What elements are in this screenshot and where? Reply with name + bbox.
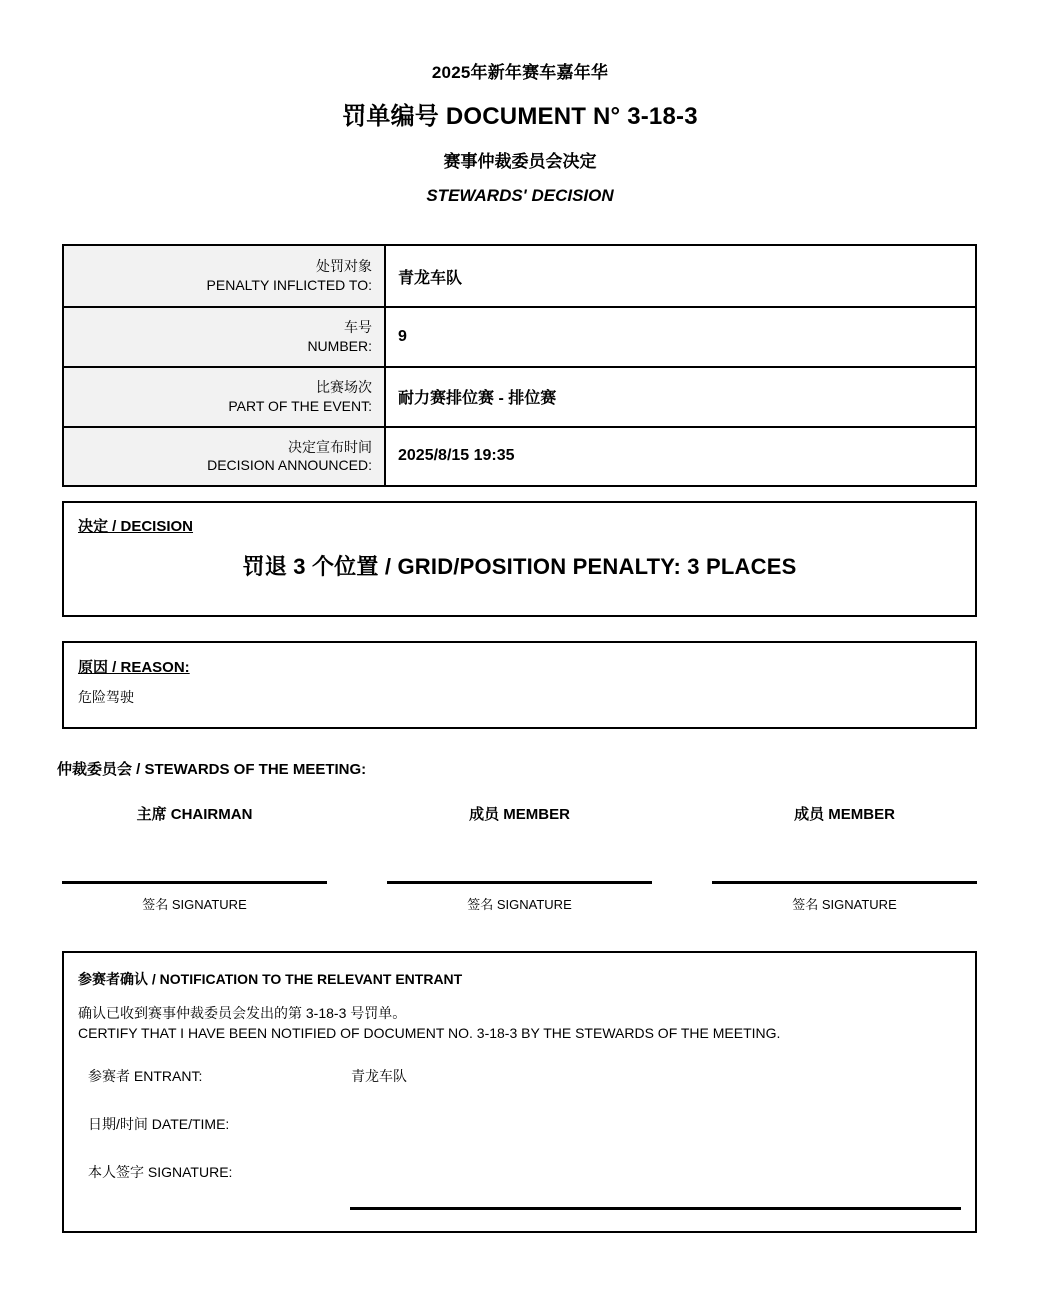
notification-body-cn: 确认已收到赛事仲裁委员会发出的第 3-18-3 号罚单。 [78,1005,407,1021]
signature-block-member-1 [387,806,652,913]
table-row [63,245,976,307]
signature-caption: 签名 SIGNATURE [792,897,897,912]
signature-caption: 签名 SIGNATURE [142,897,247,912]
label-cn: 车号 [344,319,372,335]
label-en: DECISION ANNOUNCED: [207,457,372,474]
signature-line[interactable] [712,881,977,884]
table-row-label-penalty-inflicted-to [63,245,385,307]
entrant-label: 参赛者 ENTRANT: [88,1067,203,1084]
entrant-field [88,1066,975,1086]
stewards-heading: 仲裁委员会 / STEWARDS OF THE MEETING: [57,761,367,778]
label-cn: 决定宣布时间 [288,438,372,455]
decision-box [62,501,977,617]
signature-caption: 签名 SIGNATURE [467,897,572,912]
table-row-value-decision-announced: 2025/8/15 19:35 [385,427,976,487]
notification-body-en: CERTIFY THAT I HAVE BEEN NOTIFIED OF DOCUMENT NO. 3-18-3 BY THE STEWARDS OF THE MEETING. [78,1025,781,1042]
table-row [63,427,976,487]
document-header [0,0,1040,206]
table-row-label-number [63,307,385,367]
reason-box [62,641,977,729]
label-cn: 比赛场次 [316,378,372,395]
decision-label: 决定 / DECISION [78,518,194,535]
document-number-title: 罚单编号 DOCUMENT N° 3-18-3 [342,103,698,131]
table-row-value-number: 9 [385,307,976,367]
datetime-label: 日期/时间 DATE/TIME: [88,1115,230,1132]
notification-body [78,1003,975,1044]
table-row-value-penalty-inflicted-to: 青龙车队 [385,245,976,307]
signature-title: 成员 MEMBER [794,806,895,823]
decision-text: 罚退 3 个位置 / GRID/POSITION PENALTY: 3 PLACES [242,554,797,579]
signature-line[interactable] [387,881,652,884]
entrant-signature-field[interactable] [88,1162,975,1182]
signature-title: 成员 MEMBER [469,806,570,823]
document-subtitle-cn: 赛事仲裁委员会决定 [443,152,597,172]
event-title: 2025年新年赛车嘉年华 [431,63,609,82]
table-row [63,307,976,367]
datetime-field[interactable] [88,1114,975,1134]
reason-label: 原因 / REASON: [78,659,190,676]
signature-block-member-2 [712,806,977,913]
table-row-value-part-of-the-event: 耐力赛排位赛 - 排位赛 [385,367,976,427]
table-row-label-part-of-the-event [63,367,385,427]
stewards-signature-row [62,806,977,913]
signature-title: 主席 CHAIRMAN [136,806,253,823]
penalty-info-table [62,244,977,487]
label-en: PART OF THE EVENT: [228,397,372,414]
notification-title: 参赛者确认 / NOTIFICATION TO THE RELEVANT ENTRANT [78,971,463,987]
entrant-signature-label: 本人签字 SIGNATURE: [88,1163,233,1180]
label-en: NUMBER: [307,337,372,354]
entrant-value: 青龙车队 [351,1067,407,1084]
signature-line[interactable] [62,881,327,884]
document-subtitle-en: STEWARDS' DECISION [426,185,614,205]
entrant-signature-value [351,1162,975,1182]
label-en: PENALTY INFLICTED TO: [206,277,372,293]
table-row-label-decision-announced [63,427,385,487]
label-cn: 处罚对象 [316,258,372,275]
entrant-signature-line[interactable] [350,1207,961,1210]
datetime-value [351,1114,975,1134]
signature-block-chairman [62,806,327,913]
notification-box [62,951,977,1233]
reason-text: 危险驾驶 [78,689,134,705]
table-row [63,367,976,427]
